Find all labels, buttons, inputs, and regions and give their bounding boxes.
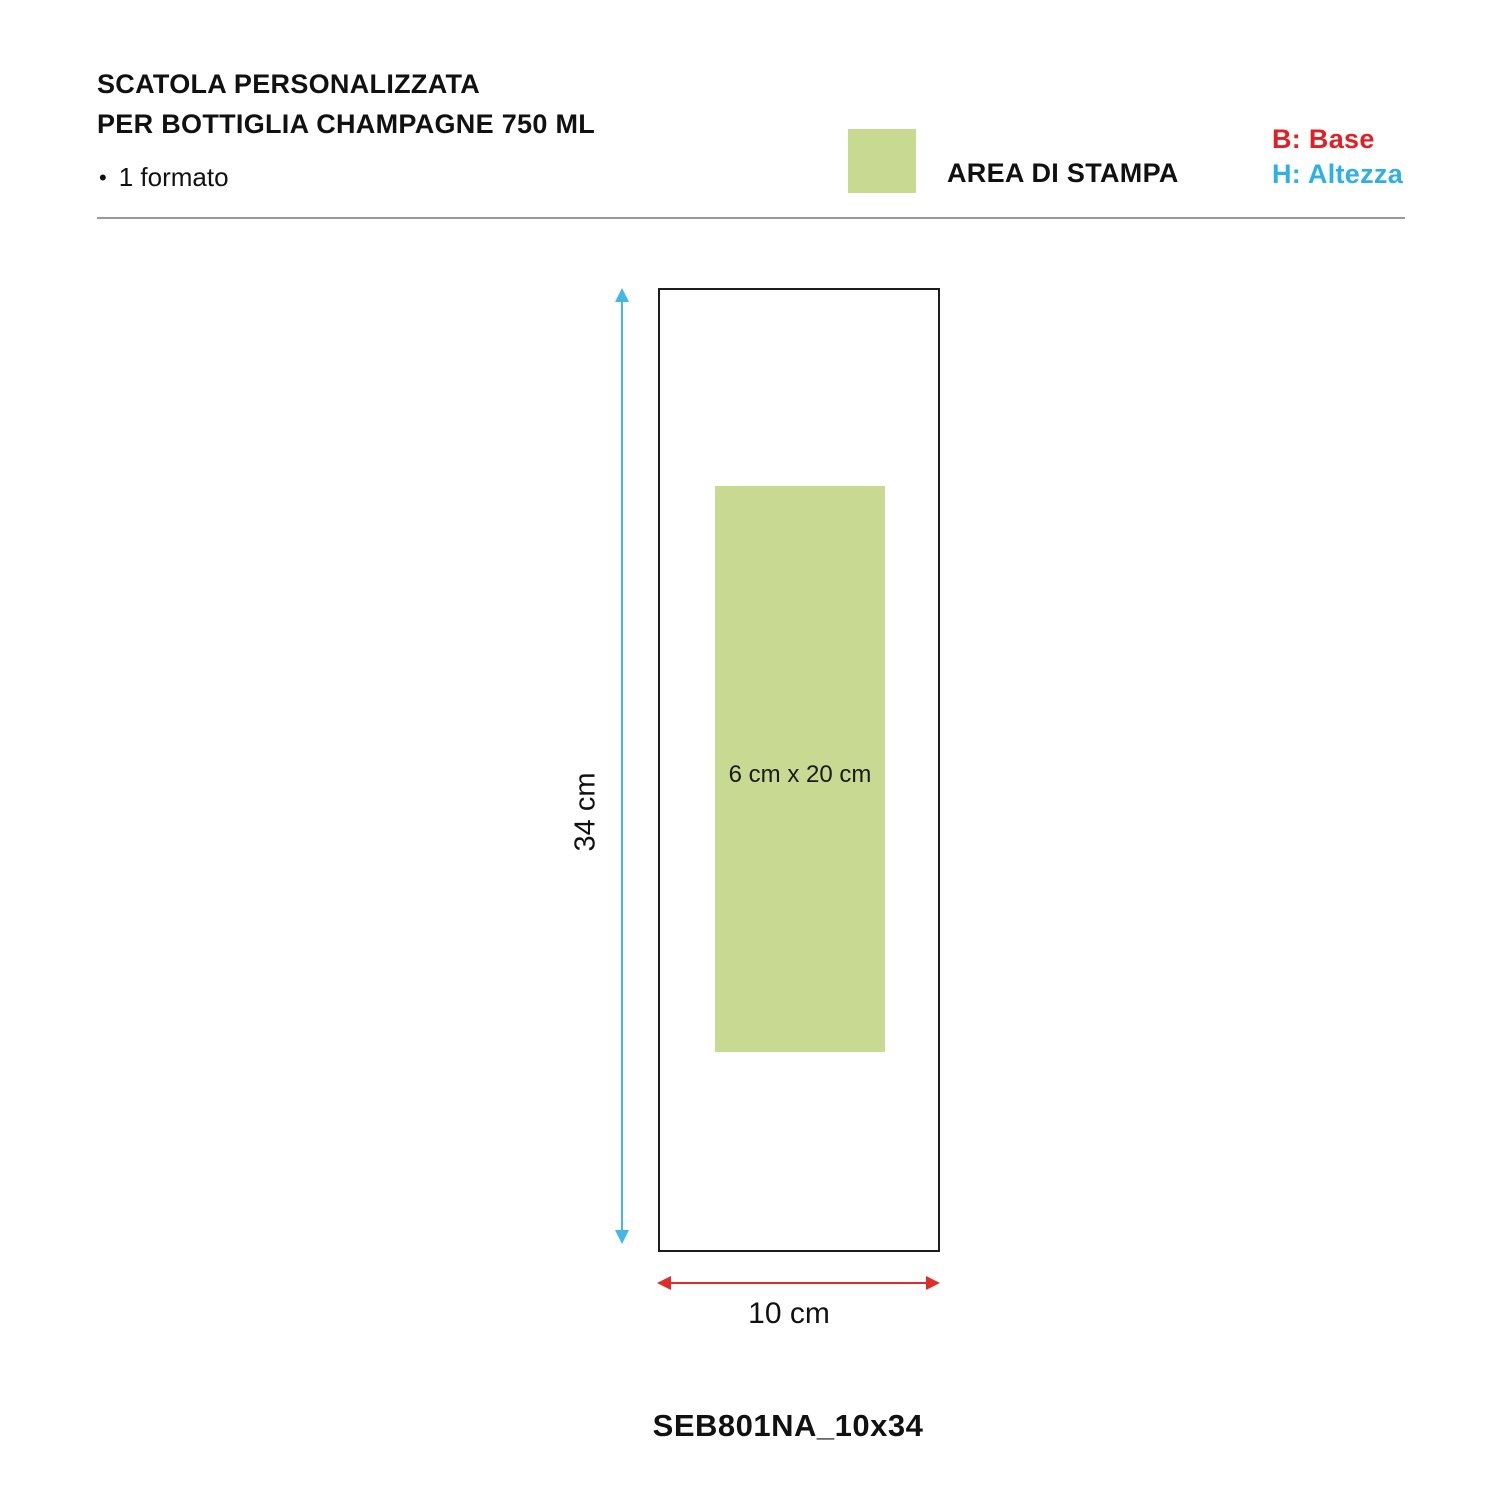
format-note bbox=[99, 162, 229, 193]
print-area-rect bbox=[715, 486, 885, 1052]
width-arrow-line bbox=[668, 1282, 930, 1284]
format-note-label: 1 formato bbox=[118, 162, 229, 192]
height-dimension-label: 34 cm bbox=[569, 772, 602, 852]
print-area-size-label: 6 cm x 20 cm bbox=[728, 761, 872, 788]
product-code: SEB801NA_10x34 bbox=[652, 1408, 924, 1443]
print-area-legend-label: AREA DI STAMPA bbox=[947, 158, 1179, 188]
header-divider bbox=[97, 217, 1405, 219]
height-arrow-down-head-icon bbox=[615, 1230, 629, 1244]
dimension-key-legend bbox=[1272, 122, 1403, 192]
page-title-line-2: PER BOTTIGLIA CHAMPAGNE 750 ML bbox=[97, 109, 596, 139]
page-title-line-1: SCATOLA PERSONALIZZATA bbox=[97, 69, 481, 99]
page-title bbox=[97, 64, 595, 144]
height-legend-label: H: Altezza bbox=[1272, 159, 1404, 189]
height-arrow-line bbox=[621, 300, 623, 1232]
width-arrow-right-head-icon bbox=[926, 1276, 940, 1290]
print-area-swatch bbox=[848, 129, 916, 193]
bullet-icon: • bbox=[99, 165, 107, 190]
width-dimension-label: 10 cm bbox=[748, 1297, 830, 1330]
base-legend-label: B: Base bbox=[1272, 124, 1375, 154]
